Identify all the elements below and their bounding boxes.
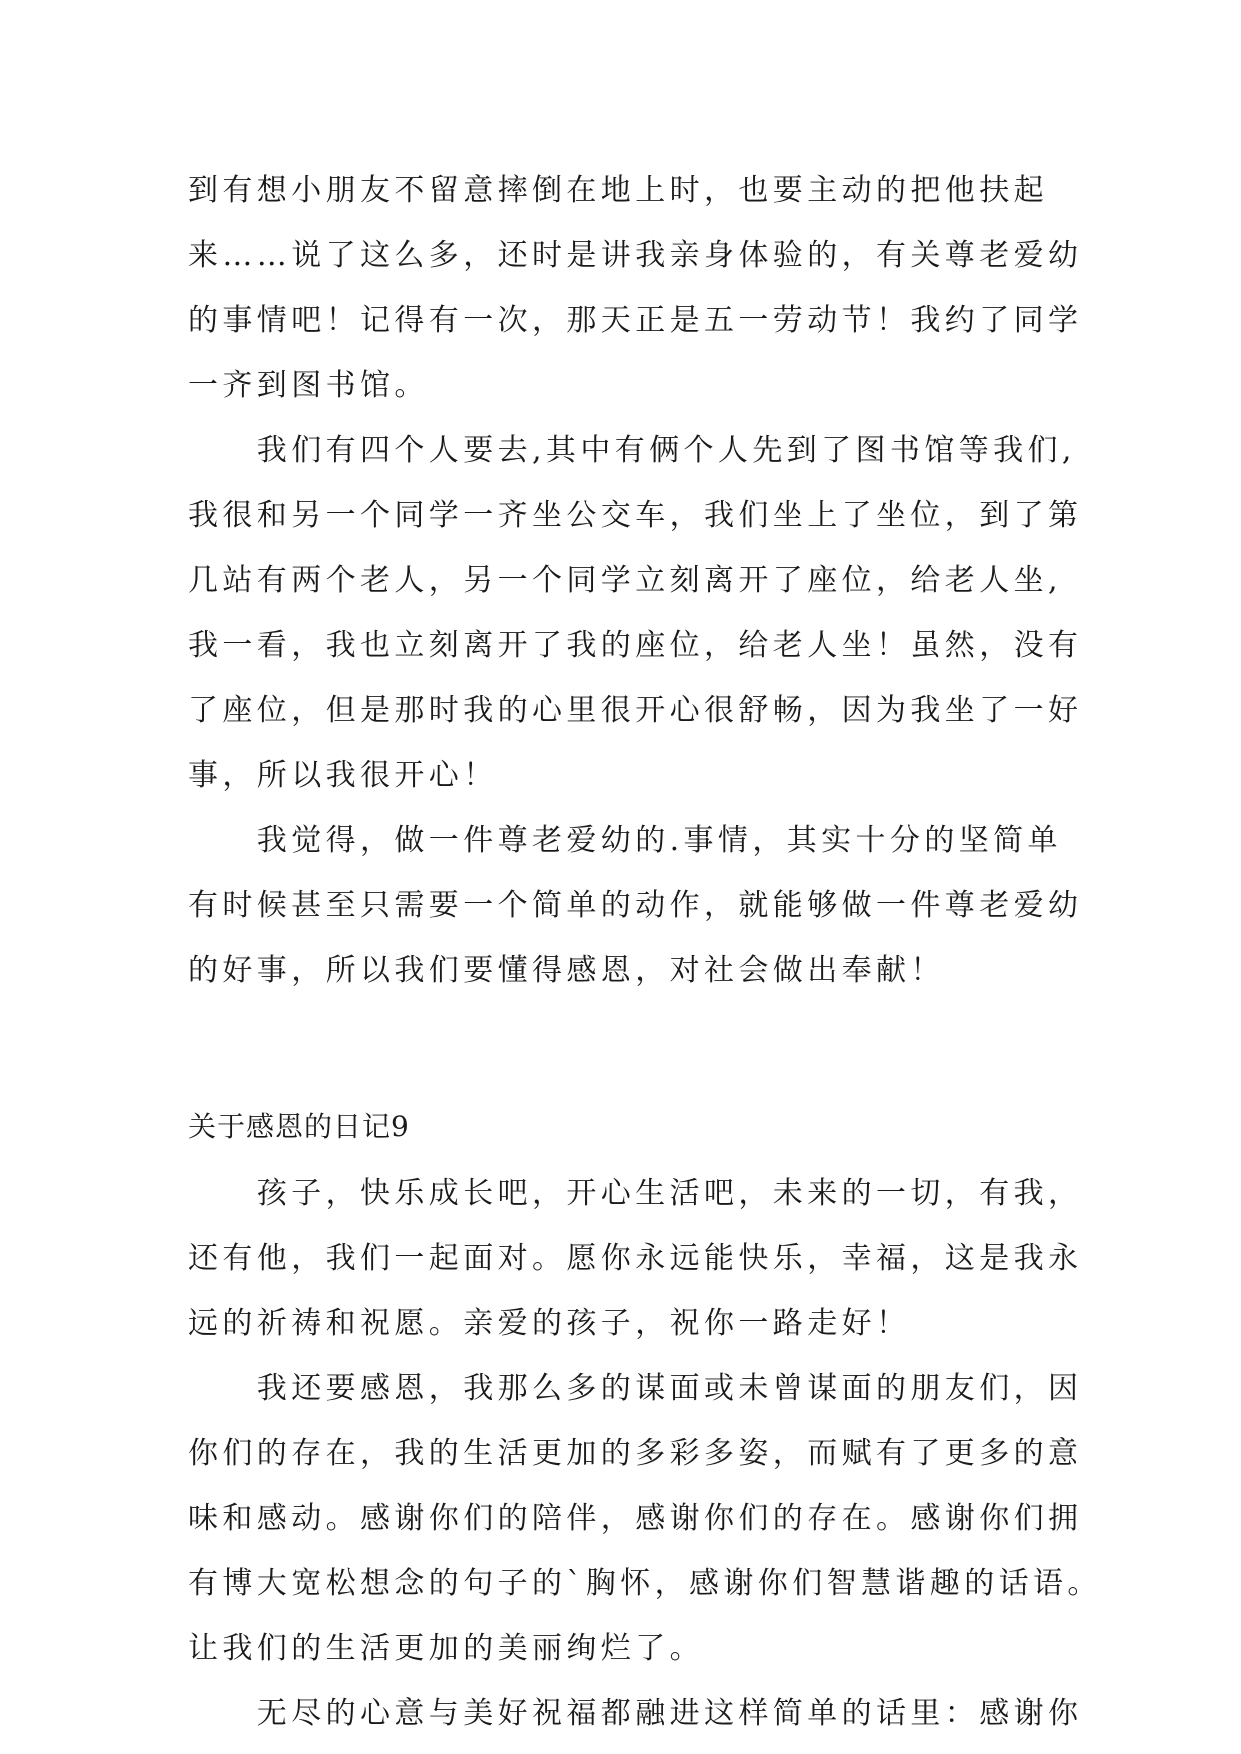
text-line: 味和感动。感谢你们的陪伴，感谢你们的存在。感谢你们拥 bbox=[188, 1501, 1083, 1536]
section-spacer bbox=[188, 1003, 1068, 1093]
text-line: 孩子，快乐成长吧，开心生活吧，未来的一切，有我， bbox=[188, 1176, 1083, 1211]
text-line: 来……说了这么多，还时是讲我亲身体验的，有关尊老爱幼 bbox=[188, 238, 1083, 273]
text-line: 的好事，所以我们要懂得感恩，对社会做出奉献！ bbox=[188, 953, 945, 988]
text-line: 有博大宽松想念的句子的`胸怀，感谢你们智慧谐趣的话语。 bbox=[188, 1566, 1102, 1601]
text-line: 的事情吧！记得有一次，那天正是五一劳动节！我约了同学 bbox=[188, 303, 1083, 338]
text-line: 一齐到图书馆。 bbox=[188, 368, 429, 403]
text-line: 你们的存在，我的生活更加的多彩多姿，而赋有了更多的意 bbox=[188, 1436, 1083, 1471]
text-line: 我还要感恩，我那么多的谋面或未曾谋面的朋友们，因 bbox=[188, 1371, 1083, 1406]
text-line: 我很和另一个同学一齐坐公交车，我们坐上了坐位，到了第 bbox=[188, 498, 1083, 533]
section-2 bbox=[188, 1161, 1102, 1746]
text-line: 我觉得，做一件尊老爱幼的.事情，其实十分的坚简单 bbox=[188, 823, 1062, 858]
text-line: 我们有四个人要去,其中有俩个人先到了图书馆等我们, bbox=[188, 433, 1076, 468]
text-line: 有时候甚至只需要一个简单的动作，就能够做一件尊老爱幼 bbox=[188, 888, 1083, 923]
text-line: 还有他，我们一起面对。愿你永远能快乐，幸福，这是我永 bbox=[188, 1241, 1083, 1276]
text-line: 到有想小朋友不留意摔倒在地上时，也要主动的把他扶起 bbox=[188, 173, 1048, 208]
text-line: 几站有两个老人，另一个同学立刻离开了座位，给老人坐, bbox=[188, 563, 1062, 598]
text-line: 我一看，我也立刻离开了我的座位，给老人坐！虽然，没有 bbox=[188, 628, 1083, 663]
text-line: 事，所以我很开心！ bbox=[188, 758, 498, 793]
section-heading: 关于感恩的日记9 bbox=[188, 1110, 410, 1143]
section-1 bbox=[188, 158, 1083, 1003]
text-line: 远的祈祷和祝愿。亲爱的孩子，祝你一路走好！ bbox=[188, 1306, 911, 1341]
text-line: 无尽的心意与美好祝福都融进这样简单的话里：感谢你 bbox=[188, 1696, 1083, 1731]
text-line: 让我们的生活更加的美丽绚烂了。 bbox=[188, 1631, 704, 1666]
document-body bbox=[188, 158, 1102, 1746]
text-line: 了座位，但是那时我的心里很开心很舒畅，因为我坐了一好 bbox=[188, 693, 1083, 728]
